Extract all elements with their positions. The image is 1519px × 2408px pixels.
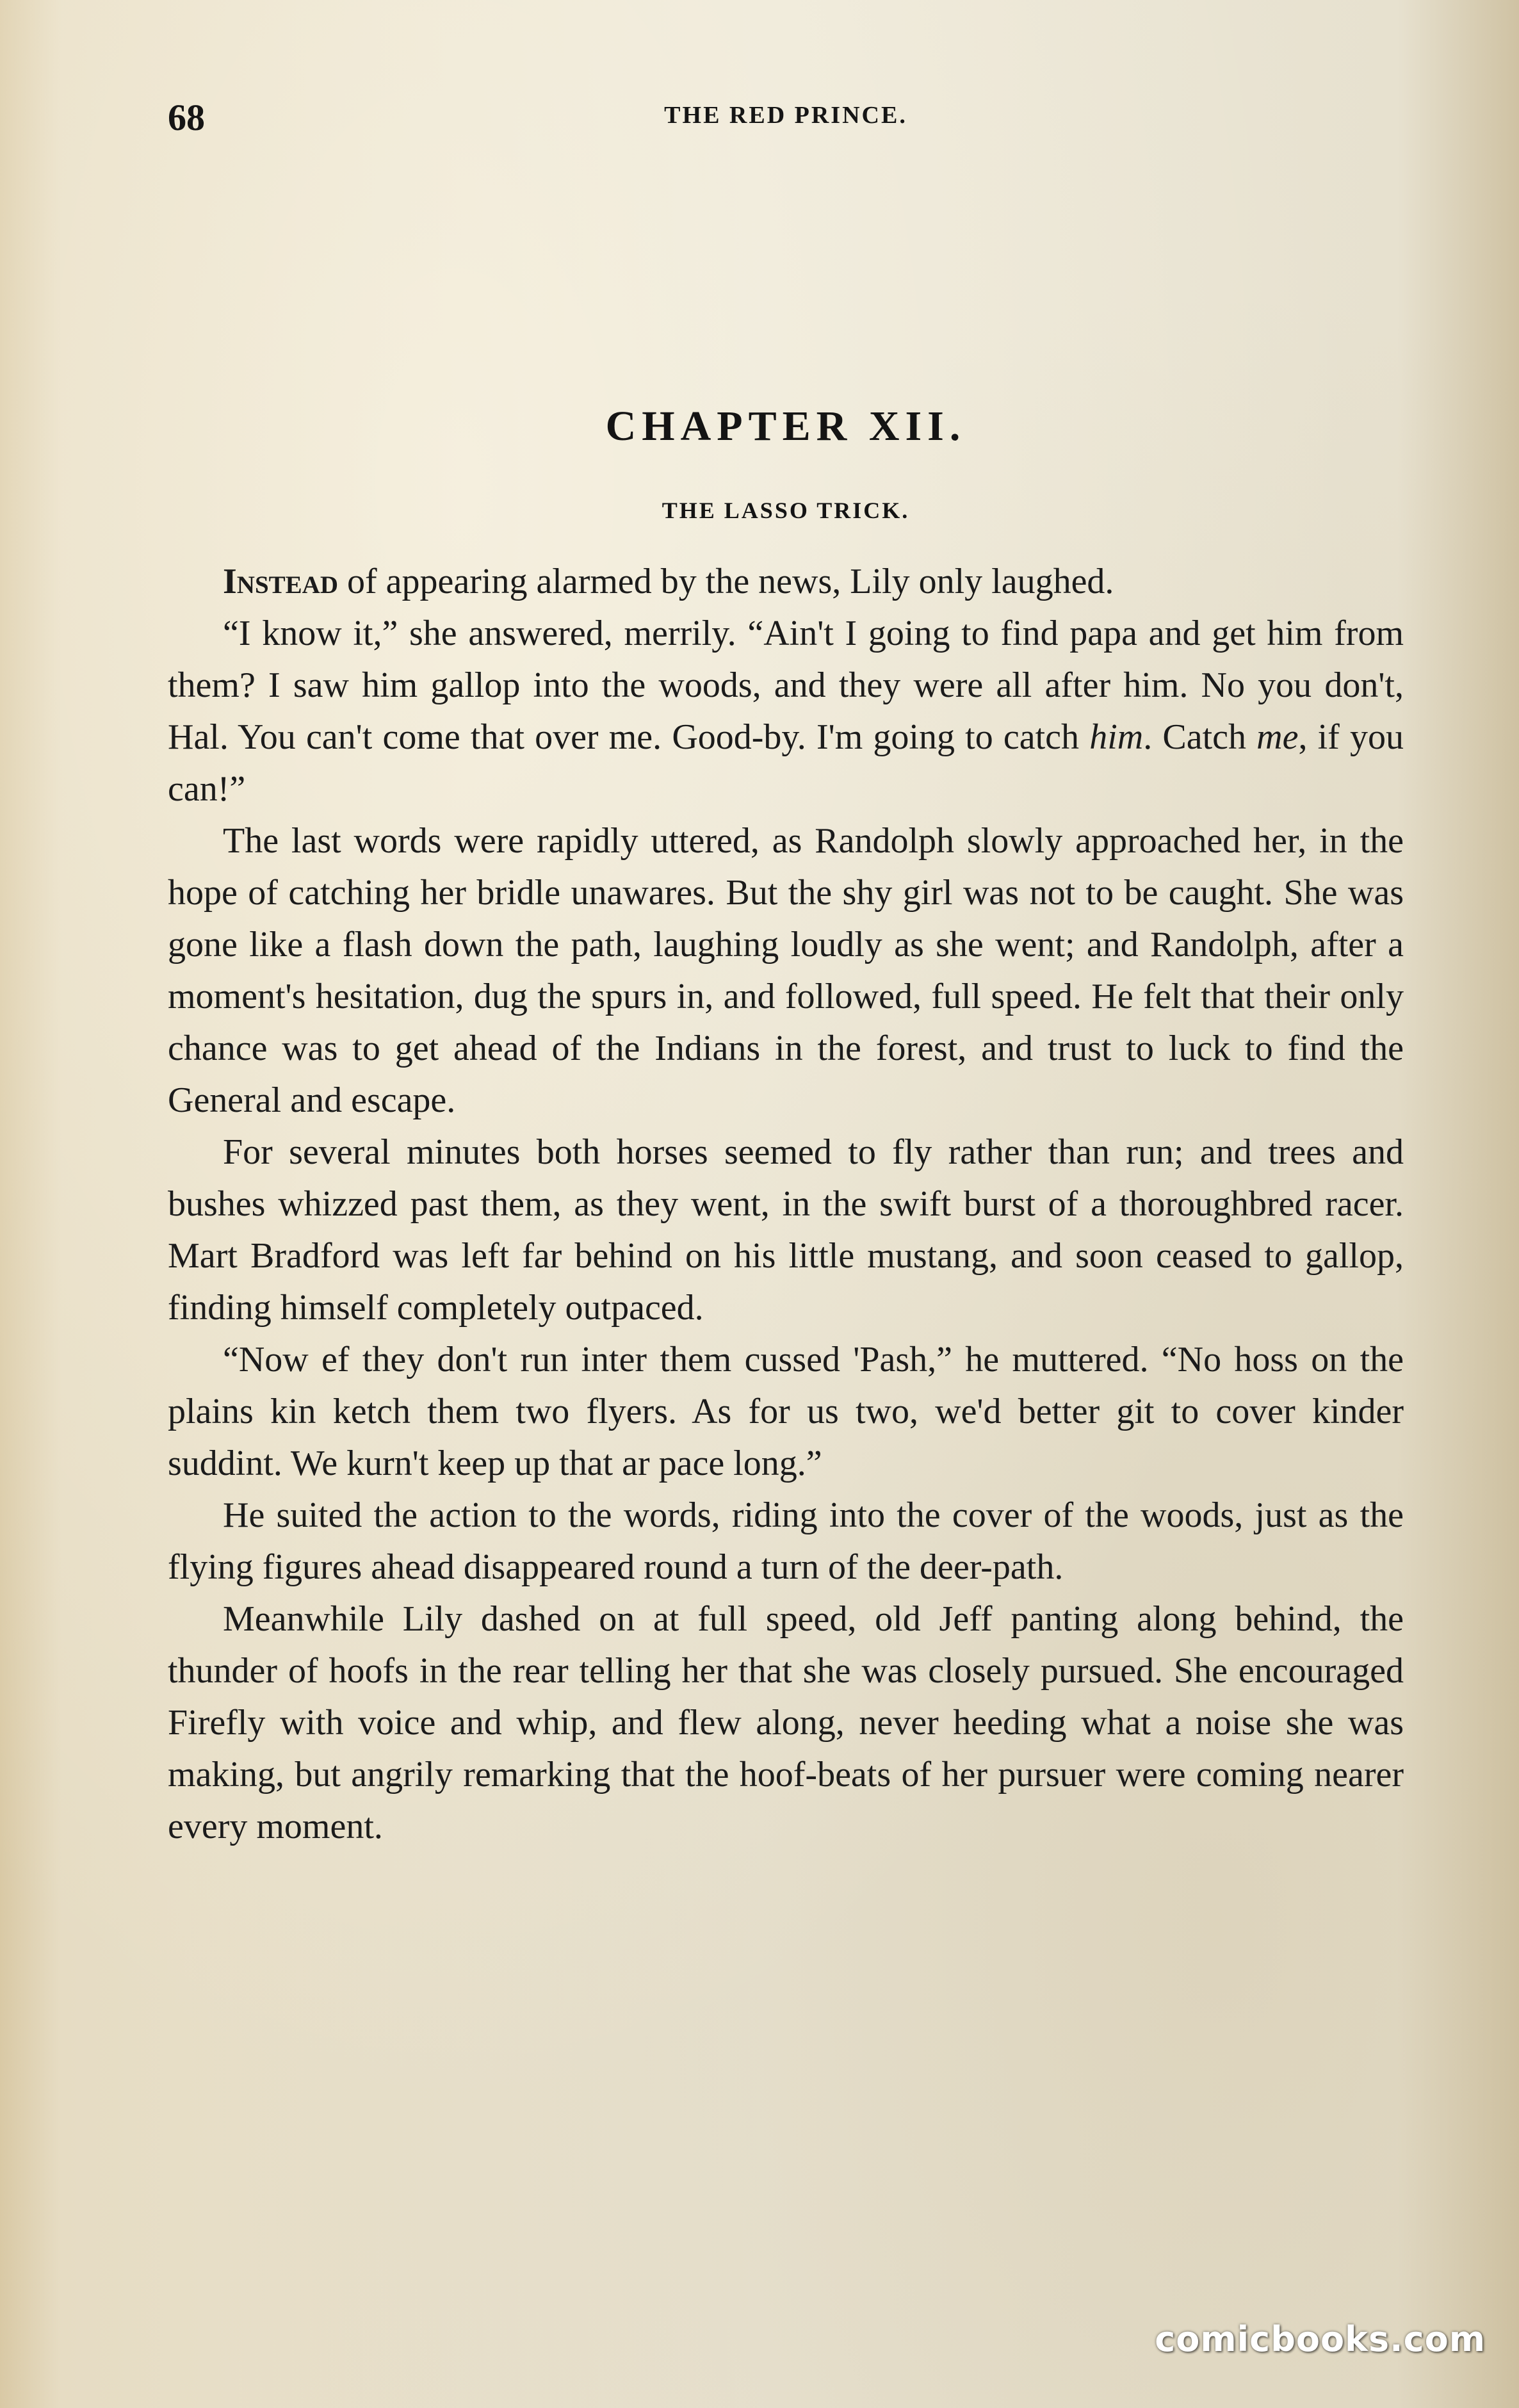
chapter-body	[168, 556, 1404, 1853]
emphasis-him: him	[1089, 717, 1144, 757]
page-number: 68	[168, 97, 205, 138]
paragraph-2	[168, 608, 1404, 815]
chapter-subtitle: THE LASSO TRICK.	[662, 498, 910, 523]
page-header	[168, 96, 1404, 141]
running-head: THE RED PRINCE.	[664, 102, 907, 129]
watermark: comicbooks.com	[1155, 2319, 1486, 2359]
paragraph-1	[168, 556, 1404, 608]
emphasis-me: me	[1256, 717, 1299, 757]
paragraph-6: He suited the action to the words, riding into the cover of the woods, just as the flying figures ahead disappeared round a turn of the deer-path.	[168, 1495, 1404, 1587]
paragraph-2-text-c: , if you can!”	[168, 717, 1404, 809]
paragraph-7: Meanwhile Lily dashed on at full speed, old Jeff panting along behind, the thunder of hoofs in the rear telling her that she was closely pursued. She encouraged Firefly with voice and whip, and flew along, never heeding what a noise she was making, but angrily remarking that the hoof-beats of her pursuer were coming nearer every moment.	[168, 1599, 1404, 1846]
paragraph-1-text: of appearing alarmed by the news, Lily only laughed.	[338, 562, 1114, 601]
chapter-title: CHAPTER XII.	[605, 403, 966, 450]
paragraph-5: “Now ef they don't run inter them cussed 'Pash,” he muttered. “No hoss on the plains kin ketch them two flyers. As for us two, we'd better git to cover kinder suddint. We kurn't keep up that ar pace long.”	[168, 1340, 1404, 1483]
drop-lead-word: Instead	[223, 562, 339, 601]
paragraph-2-text-b: . Catch	[1143, 717, 1257, 757]
paragraph-3: The last words were rapidly uttered, as Randolph slowly approached her, in the hope of catching her bridle unawares. But the shy girl was not to be caught. She was gone like a flash down the path, laughing loudly as she went; and Randolph, after a moment's hesitation, dug the spurs in, and followed, full speed. He felt that their only chance was to get ahead of the Indians in the forest, and trust to luck to find the General and escape.	[168, 821, 1404, 1120]
paragraph-4: For several minutes both horses seemed to fly rather than run; and trees and bushes whizzed past them, as they went, in the swift burst of a thoroughbred racer. Mart Bradford was left far behind on his little mustang, and soon ceased to gallop, finding himself completely outpaced.	[168, 1132, 1404, 1328]
paragraph-2-text-a: “I know it,” she answered, merrily. “Ain't I going to find papa and get him from them? I saw him gallop into the woods, and they were all after him. No you don't, Hal. You can't come that over me. Good-by. I'm going to catch	[168, 614, 1404, 757]
